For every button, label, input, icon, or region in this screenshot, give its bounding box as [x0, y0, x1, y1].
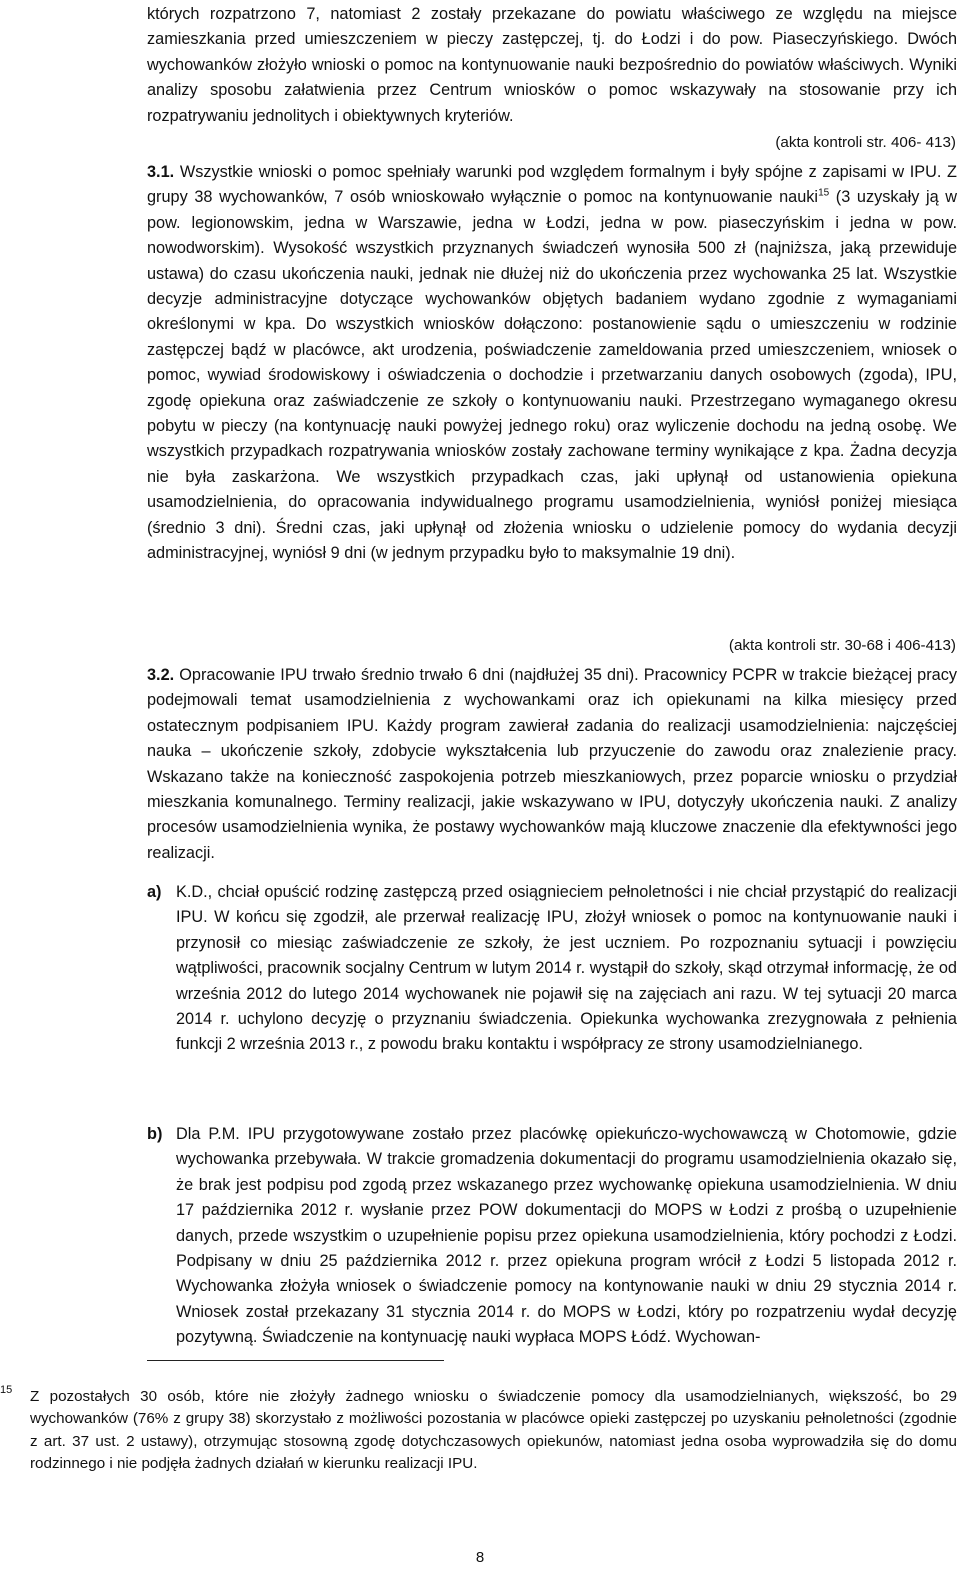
- source-reference-1: (akta kontroli str. 406- 413): [775, 134, 956, 151]
- footnote-mark: 15: [0, 1384, 13, 1396]
- page-number: 8: [475, 1549, 485, 1566]
- list-text: Dla P.M. IPU przygotowywane zostało przez placówkę opiekuńczo-wychowawczą w Chotomowie, gdzie wychowanka przebywała. W trakcie gromadzenia dokumentacji do programu usamodzielnienia okazało się, że brak jest podpisu pod zgodą przez wskazanego przez wychowankę opiekuna usamodzielnienia. W dniu 17 października 2012 r. wysłanie przez POW dokumentacji do MOPS w Łodzi z prośbą o uzupełnienie danych, przede wszystkim o uzupełnienie popisu przez opiekuna usamodzielnienia, który pochodzi z Łodzi. Podpisany w dniu 25 października 2012 r. przez opiekuna program wrócił z Łodzi 5 listopada 2012 r. Wychowanka złożyła wniosek o świadczenie pomocy na kontynowanie nauki w dniu 29 stycznia 2014 r. Wniosek został przekazany 31 stycznia 2014 r. do MOPS w Łodzi, który po rozpatrzeniu wydał decyzję pozytywną. Świadczenie na kontynuację nauki wypłaca MOPS Łódź. Wychowan-: [176, 1125, 957, 1347]
- list-item-b: [147, 1122, 957, 1351]
- section-number: 3.2.: [147, 666, 175, 684]
- list-label: a): [147, 883, 162, 901]
- footnote-ref-15[interactable]: 15: [818, 187, 830, 199]
- footnote-text: Z pozostałych 30 osób, które nie złożyły żadnego wniosku o świadczenie pomocy dla usamodzielnianych, większość, bo 29 wychowanków (76% z grupy 38) skorzystało z możliwości pozostania w placówce opieki zastępczej po uzyskaniu pełnoletności (zgodnie z art. 37 ust. 2 ustawy), otrzymując stosowną zgodę dotychczasowych opiekunów, natomiast jedna osoba wyprowadziła się do domu rodzinnego i nie podjęła żadnych działań w kierunku realizacji IPU.: [30, 1388, 957, 1473]
- list-text: K.D., chciał opuścić rodzinę zastępczą przed osiągnieciem pełnoletności i nie chciał przystąpić do realizacji IPU. W końcu się zgodził, ale przerwał realizację IPU, złożył wniosek o pomoc na kontynuowanie nauki i przynosił co miesiąc zaświadczenie ze szkoły, że jest uczniem. Po rozpoznaniu sytuacji i powzięciu wątpliwości, pracownik socjalny Centrum w lutym 2014 r. wystąpił do szkoły, skąd otrzymał informację, że od września 2012 do lutego 2014 wychowanek nie pojawił się na zajęciach ani razu. W tej sytuacji 20 marca 2014 r. uchylono decyzję o przyznaniu świadczenia. Opiekunka wychowanka zrezygnowała z pełnienia funkcji 2 września 2013 r., z powodu braku kontaktu i współpracy ze strony usamodzielnianego.: [176, 883, 957, 1054]
- section-text-part-1: Wszystkie wnioski o pomoc spełniały warunki pod względem formalnym i były spójne z zapisami w IPU. Z grupy 38 wychowanków, 7 osób wnioskowało wyłącznie o pomoc na kontynuowanie nauki: [147, 163, 957, 207]
- list-label: b): [147, 1125, 163, 1143]
- list-item-a: [147, 880, 957, 1058]
- section-number: 3.1.: [147, 163, 175, 181]
- source-reference-2: (akta kontroli str. 30-68 i 406-413): [728, 637, 956, 654]
- section-text: Opracowanie IPU trwało średnio trwało 6 dni (najdłużej 35 dni). Pracownicy PCPR w trakcie bieżącej pracy podejmowali temat usamodzielnienia z wychowankami oraz ich opiekunami na kilka miesięcy przed ostatecznym podpisaniem IPU. Każdy program zawierał zadania do realizacji usamodzielnienia: najczęściej nauka – ukończenie szkoły, zdobycie wykształcenia lub przyuczenie do zawodu oraz znalezienie pracy. Wskazano także na konieczność zaspokojenia potrzeb mieszkaniowych, przez poparcie wniosku o przydział mieszkania komunalnego. Terminy realizacji, jakie wskazywano w IPU, dotyczyły ukończenia nauki. Z analizy procesów usamodzielnienia wynika, że postawy wychowanków mają kluczowe znaczenie dla efektywności jego realizacji.: [147, 666, 957, 862]
- section-3-1: [147, 160, 957, 567]
- section-3-2: [147, 663, 957, 866]
- paragraph-intro: których rozpatrzono 7, natomiast 2 zostały przekazane do powiatu właściwego ze względu na miejsce zamieszkania przed umieszczeniem w pieczy zastępczej, tj. do Łodzi i do pow. Piaseczyńskiego. Dwóch wychowanków złożyło wnioski o pomoc na kontynuowanie nauki bezpośrednio do powiatów właściwych. Wyniki analizy sposobu załatwienia przez Centrum wniosków o pomoc wskazywały na stosowanie przy ich rozpatrywaniu jednolitych i obiektywnych kryteriów.: [147, 5, 957, 125]
- footnote-separator: [147, 1360, 444, 1361]
- section-text-part-2: (3 uzyskały ją w pow. legionowskim, jedna w Warszawie, jedna w Łodzi, jedna w pow. piaseczyńskim i jedna w pow. nowodworskim). Wysokość wszystkich przyznanych świadczeń wynosiła 500 zł (najniższa, jaką przewiduje ustawa) do czasu ukończenia nauki, jednak nie dłużej niż do ukończenia przez wychowanka 25 lat. Wszystkie decyzje administracyjne dotyczące wychowanków objętych badaniem wydano zgodnie z wymaganiami określonymi w kpa. Do wszystkich wniosków dołączono: postanowienie sądu o umieszczeniu w rodzinie zastępczej bądź w placówce, akt urodzenia, poświadczenie zameldowania przed umieszczeniem, wniosek o pomoc, wywiad środowiskowy i oświadczenia o dochodzie i przetwarzaniu danych osobowych (zgoda), IPU, zgodę opiekuna oraz zaświadczenie ze szkoły o kontynuowaniu nauki. Przestrzegano wymaganego okresu pobytu w pieczy (na kontynuację nauki powyżej jednego roku) oraz wyliczenie dochodu na jedną osobę. We wszystkich przypadkach rozpatrywania wniosków zostały zachowane terminy wynikające z kpa. Żadna decyzja nie była zaskarżona. We wszystkich przypadkach czas, jaki upłynął od ustanowienia opiekuna usamodzielnienia, do opracowania indywidualnego programu usamodzielnienia, wyniósł poniżej miesiąca (średnio 3 dni). Średni czas, jaki upłynął od złożenia wniosku o udzielenie pomocy do wydania decyzji administracyjnej, wyniósł 9 dni (w jednym przypadku było to maksymalnie 19 dni).: [147, 188, 957, 563]
